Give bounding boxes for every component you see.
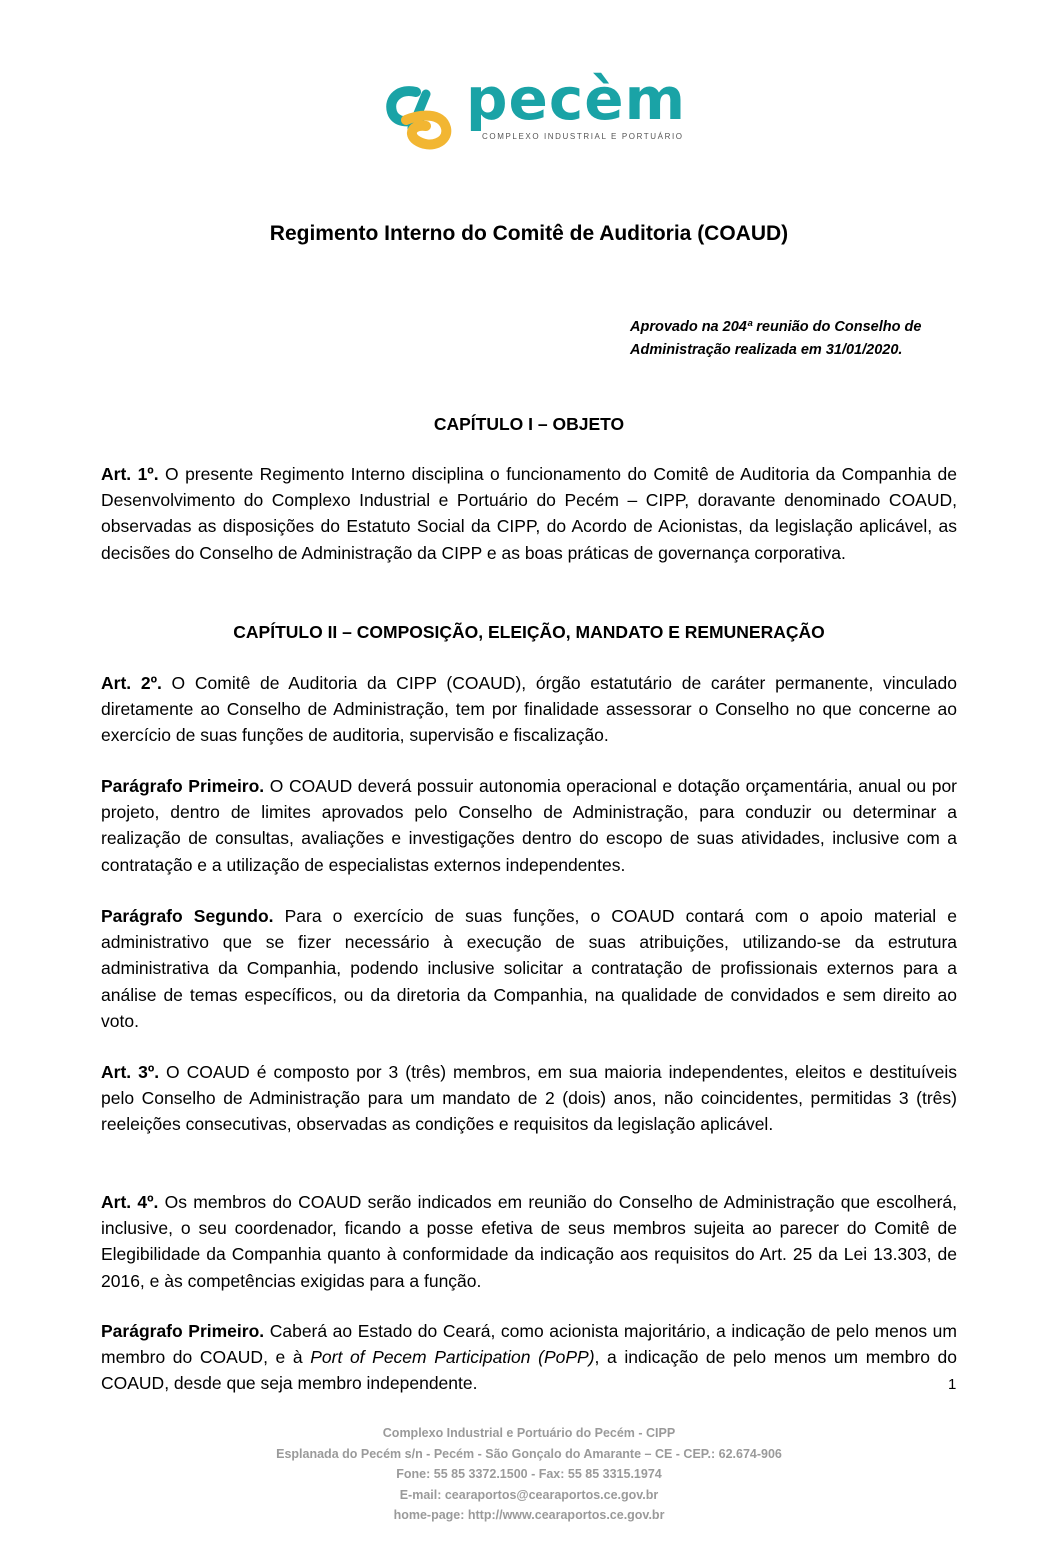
footer-email: E-mail: cearaportos@cearaportos.ce.gov.br [399, 1487, 659, 1502]
chapter-heading-1: CAPÍTULO I – OBJETO [433, 414, 625, 434]
page-footer [0, 1423, 1058, 1526]
footer-homepage: home-page: http://www.cearaportos.ce.gov.br [393, 1508, 665, 1522]
article-4 [101, 1189, 957, 1294]
approval-line-2: Administração realizada em 31/01/2020. [630, 342, 903, 358]
approval-line-1: Aprovado na 204ª reunião do Conselho de [630, 319, 922, 335]
document-title: Regimento Interno do Comitê de Auditoria (COAUD) [269, 222, 789, 245]
article-label: Art. 4º. [101, 1192, 159, 1212]
paragraph-label: Parágrafo Primeiro. [101, 1321, 265, 1341]
article-label: Art. 1º. [101, 464, 159, 484]
article-4-paragraph-1 [101, 1318, 957, 1397]
article-2-paragraph-2 [101, 903, 957, 1034]
pecem-logo [386, 65, 687, 150]
article-3 [101, 1059, 957, 1138]
article-1 [101, 461, 957, 566]
article-label: Art. 2º. [101, 673, 162, 693]
paragraph-label: Parágrafo Primeiro. [101, 776, 265, 796]
article-text: O presente Regimento Interno disciplina o funcionamento do Comitê de Auditoria da Companhia de Desenvolvimento do Complexo Industrial e Portuário do Pecém – CIPP, doravante denominado COAUD, observadas as disposições do Estatuto Social da CIPP, do Acordo de Acionistas, da legislação aplicável, as decisões do Conselho de Administração da CIPP e as boas práticas de governança corporativa. [101, 464, 957, 563]
article-text: O COAUD é composto por 3 (três) membros, em sua maioria independentes, eleitos e destituíveis pelo Conselho de Administração para um mandato de 2 (dois) anos, não coincidentes, permitidas 3 (três) reeleições consecutivas, observadas as condições e requisitos da legislação aplicável. [101, 1062, 957, 1135]
logo-tagline: COMPLEXO INDUSTRIAL E PORTUÁRIO [482, 132, 684, 141]
article-2 [101, 670, 957, 749]
logo-wordmark: pecèm [466, 65, 687, 133]
paragraph-text: , a indicação de pelo menos um membro do COAUD, desde que seja membro independente. [101, 1347, 958, 1394]
article-2-paragraph-1 [101, 773, 957, 878]
article-text: O Comitê de Auditoria da CIPP (COAUD), órgão estatutário de caráter permanente, vinculado diretamente ao Conselho de Administração, tem por finalidade assessorar o Conselho no que concerne ao exercício de suas funções de auditoria, supervisão e fiscalização. [101, 673, 957, 746]
footer-address: Esplanada do Pecém s/n - Pecém - São Gonçalo do Amarante – CE - CEP.: 62.674-906 [276, 1446, 782, 1461]
article-text: Os membros do COAUD serão indicados em reunião do Conselho de Administração que escolherá, inclusive, o seu coordenador, ficando a posse efetiva de seus membros sujeita ao parecer do Comitê de Elegibilidade da Companhia quanto à conformidade da indicação aos requisitos do Art. 25 da Lei 13.303, de 2016, e às competências exigidas para a função. [101, 1192, 957, 1291]
pecem-logo-icon [386, 84, 460, 150]
footer-phone: Fone: 55 85 3372.1500 - Fax: 55 85 3315.1974 [396, 1467, 662, 1481]
chapter-heading-2: CAPÍTULO II – COMPOSIÇÃO, ELEIÇÃO, MANDATO E REMUNERAÇÃO [233, 622, 825, 642]
paragraph-italic-text: Port of Pecem Participation (PoPP) [310, 1347, 595, 1368]
page-number: 1 [948, 1376, 957, 1393]
paragraph-label: Parágrafo Segundo. [101, 906, 274, 926]
paragraph-text: Caberá ao Estado do Ceará, como acionista majoritário, a indicação de pelo menos um membro do COAUD, e à [101, 1321, 957, 1368]
paragraph-text: O COAUD deverá possuir autonomia operacional e dotação orçamentária, anual ou por projeto, dentro de limites aprovados pelo Conselho de Administração, para conduzir ou determinar a realização de consultas, avaliações e investigações dentro do escopo de suas atividades, inclusive com a contratação e a utilização de especialistas externos independentes. [101, 776, 958, 875]
article-label: Art. 3º. [101, 1062, 160, 1082]
approval-note [630, 316, 960, 362]
footer-company: Complexo Industrial e Portuário do Pecém - CIPP [382, 1426, 676, 1440]
paragraph-text: Para o exercício de suas funções, o COAUD contará com o apoio material e administrativo que se fizer necessário à execução de suas atribuições, utilizando-se da estrutura administrativa da Companhia, podendo inclusive solicitar a contratação de profissionais externos para a análise de temas específicos, ou da diretoria da Companhia, na qualidade de convidados e sem direito ao voto. [101, 906, 958, 1031]
